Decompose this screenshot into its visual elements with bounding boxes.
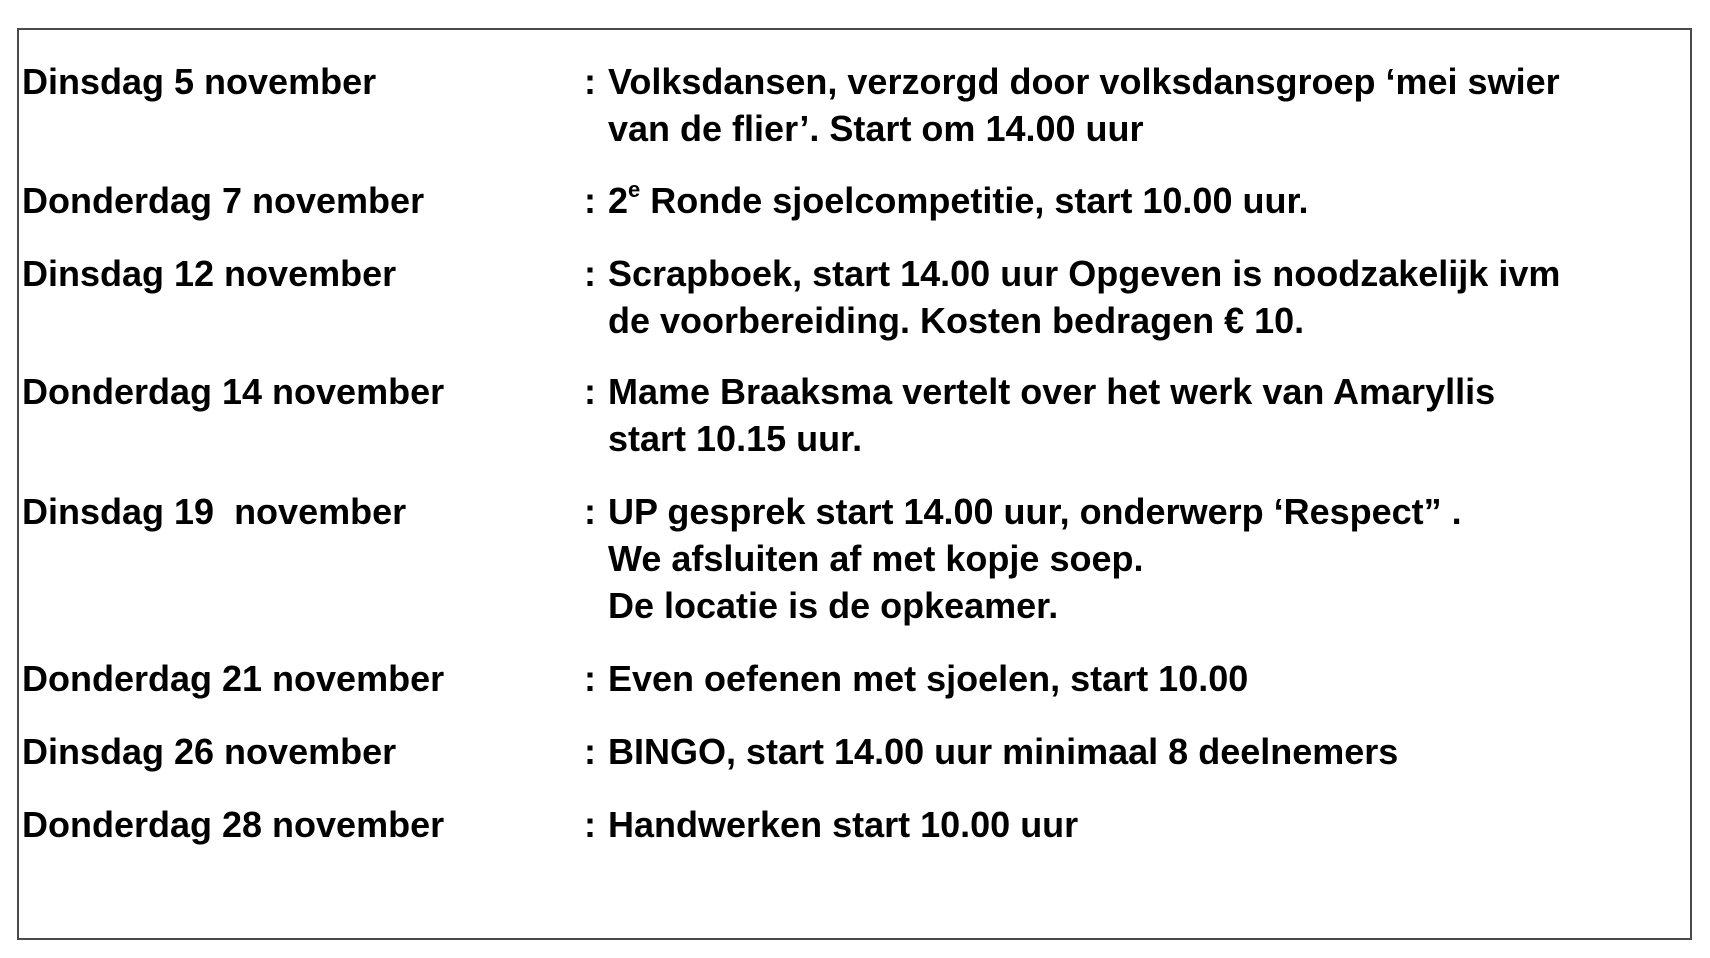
entry-description <box>608 58 1560 152</box>
entry-description <box>608 250 1560 344</box>
entry-date: Dinsdag 26 november <box>22 731 397 772</box>
entry-description-line: de voorbereiding. Kosten bedragen € 10. <box>608 300 1305 341</box>
entry-description <box>608 368 1495 462</box>
entry-date: Donderdag 28 november <box>22 804 445 845</box>
entry-description <box>608 801 1078 848</box>
entry-date: Dinsdag 5 november <box>22 61 377 102</box>
ordinal-suffix: e <box>628 177 641 202</box>
entry-date: Dinsdag 19 november <box>22 491 407 532</box>
entry-description <box>608 728 1398 775</box>
entry-separator: : <box>584 731 596 772</box>
entry-description-text: Ronde sjoelcompetitie, start 10.00 uur. <box>640 180 1309 221</box>
entry-date: Donderdag 14 november <box>22 371 445 412</box>
entry-date: Donderdag 7 november <box>22 180 425 221</box>
entry-separator: : <box>584 371 596 412</box>
entry-description-line: BINGO, start 14.00 uur minimaal 8 deelnemers <box>608 731 1399 772</box>
entry-description-line: UP gesprek start 14.00 uur, onderwerp ‘Respect” . <box>608 491 1462 532</box>
entry-description <box>608 488 1462 629</box>
entry-description-line: start 10.15 uur. <box>608 418 863 459</box>
entry-description-line: We afsluiten af met kopje soep. <box>608 538 1144 579</box>
entry-description-line: De locatie is de opkeamer. <box>608 585 1059 626</box>
entry-separator: : <box>584 658 596 699</box>
entry-description-line: Scrapboek, start 14.00 uur Opgeven is noodzakelijk ivm <box>608 253 1561 294</box>
entry-description-line: Handwerken start 10.00 uur <box>608 804 1079 845</box>
entry-separator: : <box>584 180 596 221</box>
ordinal-number: 2 <box>608 180 629 221</box>
entry-description-line: van de flier’. Start om 14.00 uur <box>608 108 1144 149</box>
entry-description-line: Even oefenen met sjoelen, start 10.00 <box>608 658 1249 699</box>
entry-description-line: Mame Braaksma vertelt over het werk van Amaryllis <box>608 371 1496 412</box>
entry-separator: : <box>584 61 596 102</box>
entry-description <box>608 177 1308 224</box>
entry-date: Dinsdag 12 november <box>22 253 397 294</box>
entry-date: Donderdag 21 november <box>22 658 445 699</box>
entry-separator: : <box>584 804 596 845</box>
entry-description-line <box>608 177 1308 224</box>
entry-separator: : <box>584 253 596 294</box>
entry-description <box>608 655 1248 702</box>
entry-separator: : <box>584 491 596 532</box>
entry-description-line: Volksdansen, verzorgd door volksdansgroep ‘mei swier <box>608 61 1560 102</box>
